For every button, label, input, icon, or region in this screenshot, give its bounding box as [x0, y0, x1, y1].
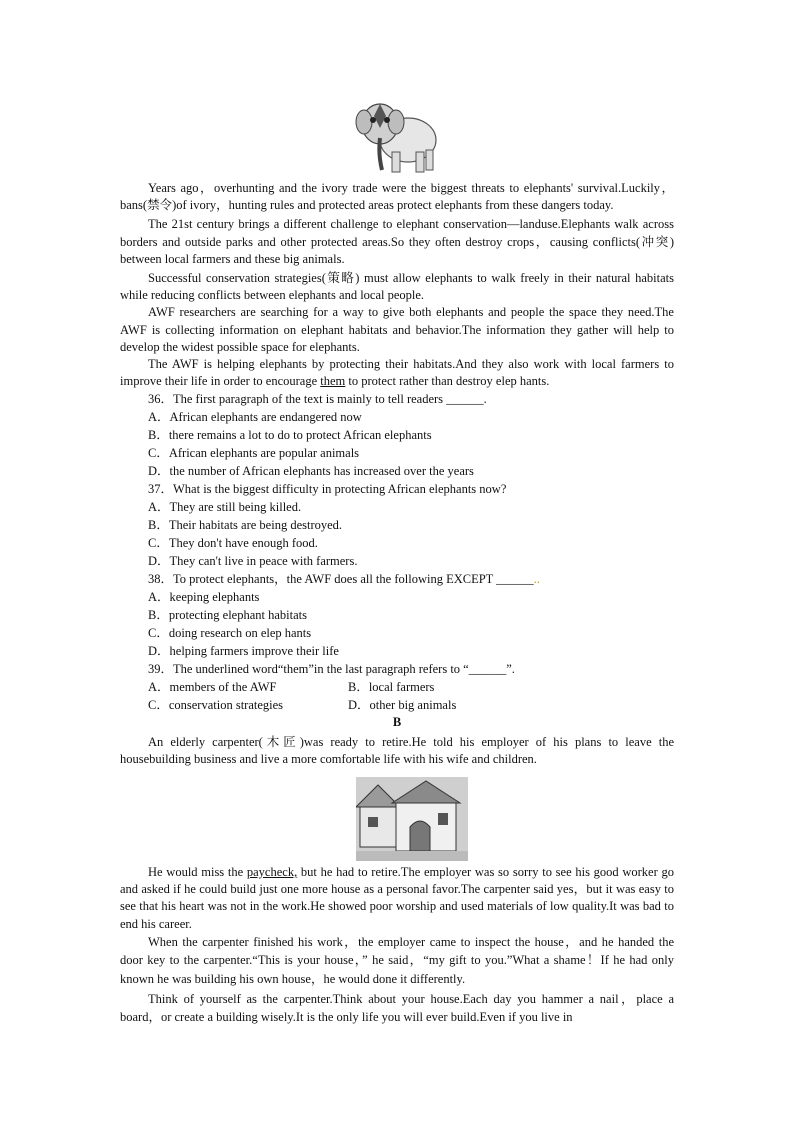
document-page: [120, 0, 674, 1027]
paragraph: When the carpenter finished his work，the employer came to inspect the house，and he handed the door key to the carpenter.“This is your house，” he said，“my gift to you.”What a shame！If he had only known he was building his own house，he would done it differently.: [120, 934, 674, 986]
question-39: [120, 660, 674, 714]
option: D．They can't live in peace with farmers.: [148, 554, 358, 569]
text: The AWF is helping elephants by protecting their habitats.And they also work with local farmers to improve their life in order to encourage: [120, 357, 674, 389]
paragraph: AWF researchers are searching for a way to give both elephants and people the space they need.The AWF is collecting information on elephant habitats and behavior.The information they gather will help to develop the widest possible space for elephants.: [120, 305, 674, 354]
option-row: [120, 696, 674, 714]
option-row: [120, 678, 674, 696]
option: C．They don't have enough food.: [148, 536, 318, 551]
option: C．conservation strategies: [148, 698, 284, 713]
stem-suffix: ..: [533, 572, 540, 587]
underlined-word: them: [320, 374, 346, 389]
paragraph: [120, 864, 674, 933]
option: A．keeping elephants: [148, 590, 260, 605]
paragraph: An elderly carpenter(木匠)was ready to retire.He told his employer of his plans to leave the housebuilding business and live a more comfortable life with his wife and children.: [120, 734, 674, 766]
question-stem: 37．What is the biggest difficulty in protecting African elephants now?: [148, 482, 507, 497]
option: A．They are still being killed.: [148, 500, 302, 515]
text: He would miss the: [148, 865, 247, 880]
option: D．the number of African elephants has increased over the years: [148, 464, 474, 479]
passage-a: [120, 180, 674, 390]
text: but he had to retire.The employer was so sorry to see his good worker go and asked if he could build just one more house as a personal favor.The carpenter said yes，but it was easy to see that his heart was not in the work.He showed poor worship and used materials of low quality.It was bad to end his career.: [120, 865, 674, 931]
option: B．protecting elephant habitats: [148, 608, 307, 623]
option: C．African elephants are popular animals: [148, 446, 360, 461]
option: B．there remains a lot to do to protect African elephants: [148, 428, 432, 443]
option: B．local farmers: [348, 680, 435, 695]
question-36: [120, 390, 674, 480]
paragraph: Years ago，overhunting and the ivory trade were the biggest threats to elephants' survival.Luckily，bans(禁令)of ivory，hunting rules and protected areas protect elephants from these dangers today.: [120, 181, 674, 213]
option: A．African elephants are endangered now: [148, 410, 362, 425]
option: D．helping farmers improve their life: [148, 644, 339, 659]
paragraph: The 21st century brings a different challenge to elephant conservation—landuse.Elephants walk across borders and outside parks and other protected areas.So they often destroy crops，causing conflicts(冲突) between local farmers and these big animals.: [120, 217, 674, 266]
option: B．Their habitats are being destroyed.: [148, 518, 343, 533]
question-stem: [120, 570, 674, 588]
option: A．members of the AWF: [148, 680, 277, 695]
question-stem: 36．The first paragraph of the text is mainly to tell readers ______.: [148, 392, 487, 407]
paragraph-last: [120, 356, 674, 390]
option: D．other big animals: [348, 698, 457, 713]
paragraph: Successful conservation strategies(策略) must allow elephants to walk freely in their natural habitats while reducing conflicts between elephants and local people.: [120, 271, 674, 303]
section-heading: B: [392, 715, 402, 730]
option: C．doing research on elep hants: [148, 626, 312, 641]
underlined-word: paycheck,: [246, 865, 298, 880]
question-stem: 39．The underlined word“them”in the last paragraph refers to “______”.: [148, 662, 515, 677]
question-37: [120, 480, 674, 570]
question-38: [120, 570, 674, 660]
paragraph: Think of yourself as the carpenter.Think about your house.Each day you hammer a nail，place a board，or create a building wisely.It is the only life you will ever build.Even if you live in: [120, 992, 674, 1025]
text: to protect rather than destroy elep hants.: [345, 374, 550, 389]
stem-text: 38．To protect elephants，the AWF does all the following EXCEPT ______: [148, 572, 534, 587]
